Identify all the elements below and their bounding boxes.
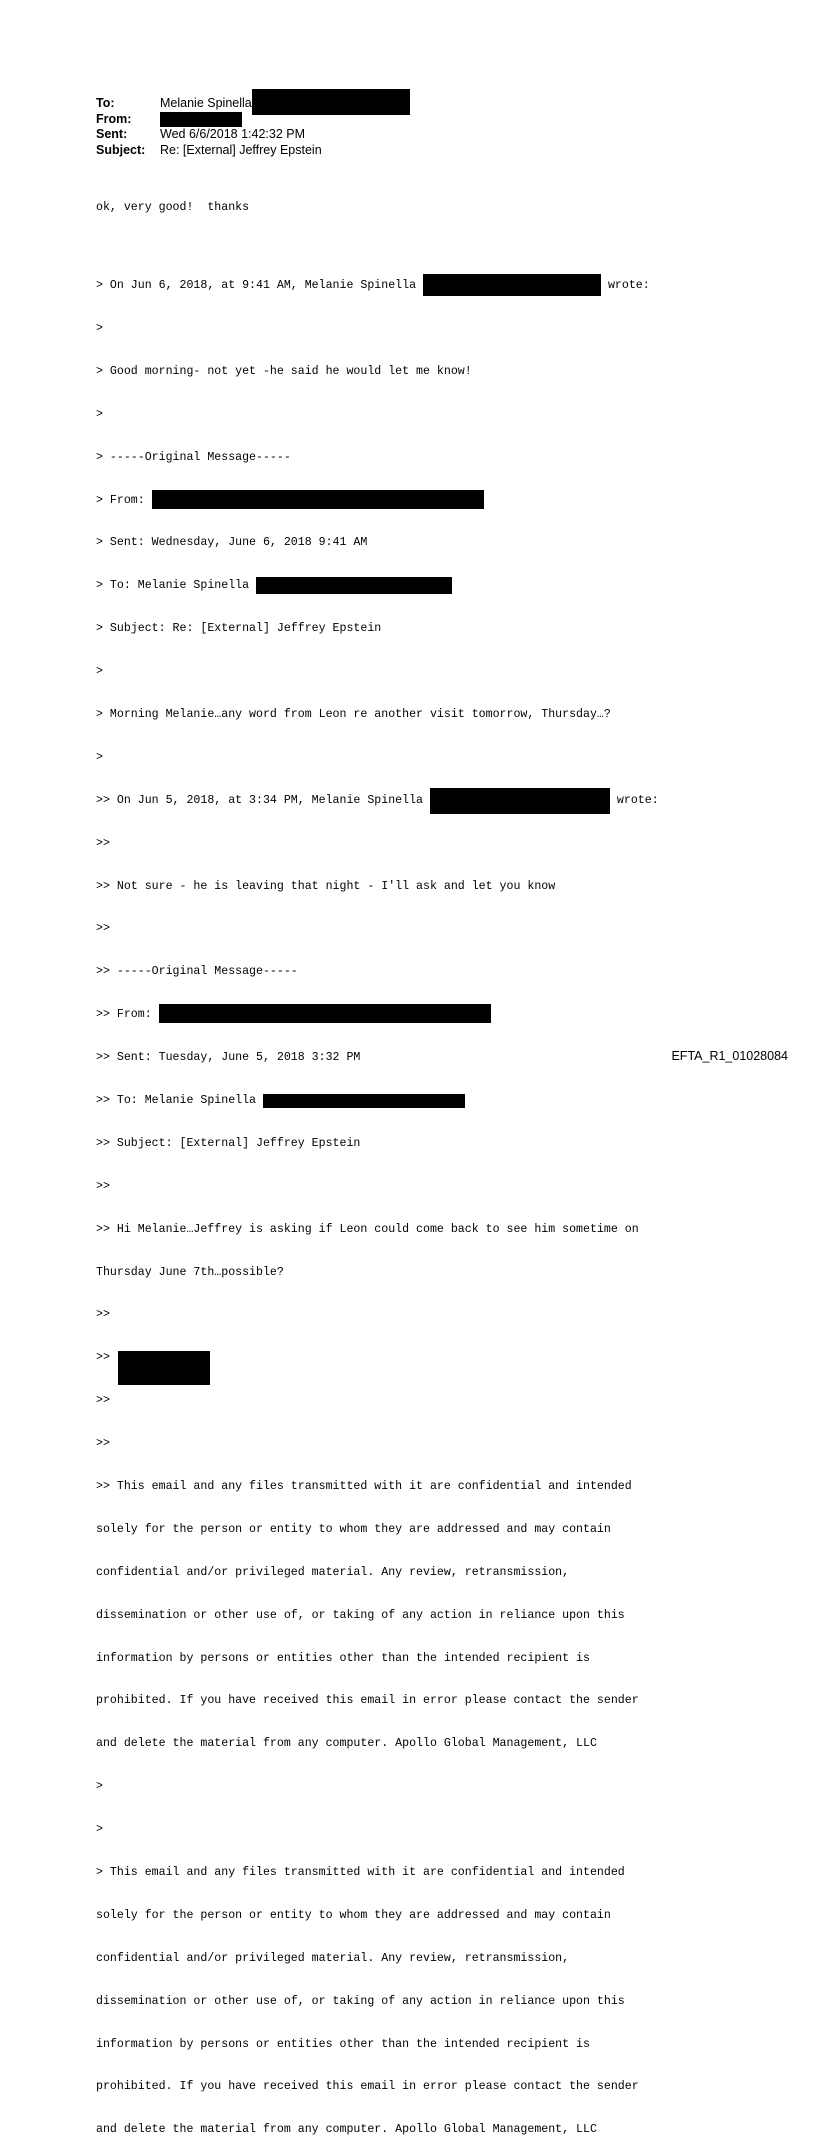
disclaimer-line: solely for the person or entity to whom they are addressed and may contain [96,1522,611,1536]
quote-line: >> Not sure - he is leaving that night - I'll ask and let you know [96,879,556,893]
sent-value: Wed 6/6/2018 1:42:32 PM [160,127,306,141]
disclaimer-line: confidential and/or privileged material. Any review, retransmission, [96,1951,570,1965]
quote-line: Thursday June 7th…possible? [96,1265,284,1279]
to-label: To: [96,96,115,110]
quote-line: > Sent: Wednesday, June 6, 2018 9:41 AM [96,536,368,550]
redaction-box [252,89,410,115]
redaction-box [152,490,484,509]
to-name: Melanie Spinella [160,96,252,110]
redaction-box [118,1351,210,1385]
quote-line: >> From: [96,1008,659,1022]
subject-value: Re: [External] Jeffrey Epstein [160,142,322,157]
quote-line: > [96,665,103,679]
disclaimer-line: >> This email and any files transmitted with it are confidential and intended [96,1480,632,1494]
quote-line: > From: [96,494,659,508]
disclaimer-line: and delete the material from any computer. Apollo Global Management, LLC [96,1737,597,1751]
quote-line: > On Jun 6, 2018, at 9:41 AM, Melanie Spinella wrote: [96,279,659,293]
quote-line: >> [96,836,110,850]
disclaimer-line: dissemination or other use of, or taking of any action in reliance upon this [96,1994,625,2008]
quote-line: > Good morning- not yet -he said he would let me know! [96,364,472,378]
redaction-box [159,1004,491,1023]
quote-line: >> [96,1351,659,1365]
redaction-box [423,274,601,296]
quote-line: > [96,321,103,335]
quote-line: > [96,1823,103,1837]
subject-row [96,143,410,159]
disclaimer-line: information by persons or entities other than the intended recipient is [96,2037,590,2051]
quote-line: >> To: Melanie Spinella [96,1094,659,1108]
to-value [160,96,410,112]
disclaimer-line: prohibited. If you have received this email in error please contact the sender [96,2080,639,2094]
disclaimer-line: > This email and any files transmitted with it are confidential and intended [96,1866,625,1880]
quote-line: >> [96,1179,110,1193]
disclaimer-line: prohibited. If you have received this email in error please contact the sender [96,1694,639,1708]
email-body [96,172,659,2146]
quote-line: >> [96,1394,110,1408]
quote-line: >> [96,922,110,936]
quote-line: >> [96,1308,110,1322]
email-header [96,96,410,158]
sent-label: Sent: [96,127,128,141]
quote-line: > To: Melanie Spinella [96,579,659,593]
redaction-box [430,788,610,814]
quote-line: >> [96,1437,110,1451]
disclaimer-line: dissemination or other use of, or taking of any action in reliance upon this [96,1608,625,1622]
from-value [160,112,242,128]
from-label: From: [96,111,132,126]
quote-line: > Morning Melanie…any word from Leon re another visit tomorrow, Thursday…? [96,707,611,721]
disclaimer-line: and delete the material from any computer. Apollo Global Management, LLC [96,2123,597,2137]
quote-line: >> Hi Melanie…Jeffrey is asking if Leon could come back to see him sometime on [96,1222,639,1236]
quote-line: > Subject: Re: [External] Jeffrey Epstein [96,622,382,636]
subject-label: Subject: [96,142,146,157]
disclaimer-line: confidential and/or privileged material. Any review, retransmission, [96,1565,570,1579]
quote-line: >> On Jun 5, 2018, at 3:34 PM, Melanie Spinella wrote: [96,794,659,808]
to-row [96,96,410,112]
quote-line: >> -----Original Message----- [96,965,298,979]
redaction-box [256,577,452,594]
redaction-box [160,112,242,127]
quote-line: >> Sent: Tuesday, June 5, 2018 3:32 PM [96,1051,361,1065]
quote-line: > [96,407,103,421]
disclaimer-line: information by persons or entities other than the intended recipient is [96,1651,590,1665]
redaction-box [263,1094,465,1108]
quote-line: > [96,750,103,764]
quote-line: > -----Original Message----- [96,450,291,464]
reply-text: ok, very good! thanks [96,200,250,214]
bates-number: EFTA_R1_01028084 [671,1049,788,1063]
sent-row [96,127,410,143]
quote-line: > [96,1780,103,1794]
quote-line: >> Subject: [External] Jeffrey Epstein [96,1136,361,1150]
disclaimer-line: solely for the person or entity to whom they are addressed and may contain [96,1908,611,1922]
